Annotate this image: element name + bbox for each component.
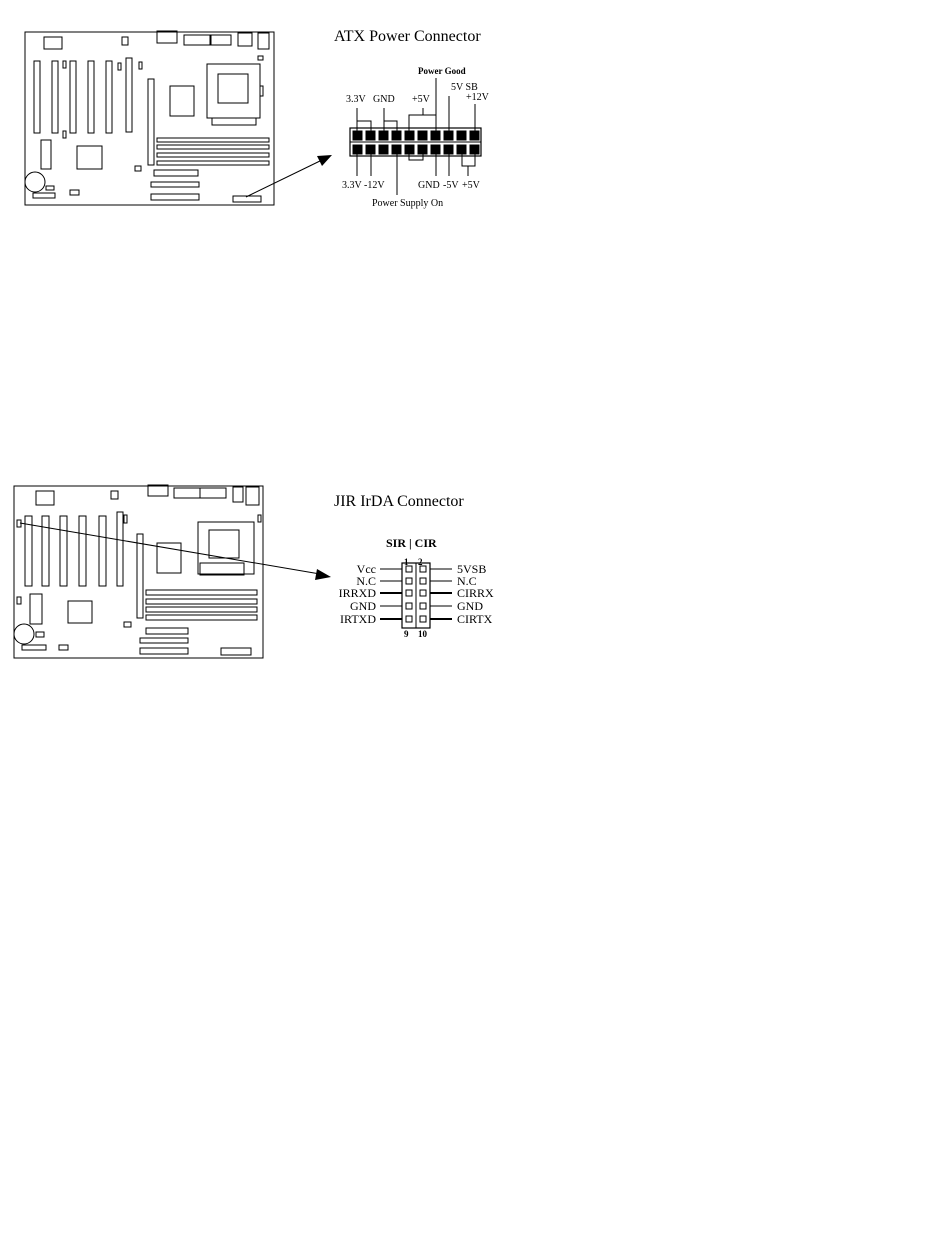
- jir-right-pin-cirtx: CIRTX: [457, 612, 493, 626]
- atx-title: ATX Power Connector: [334, 28, 481, 45]
- jir-right-pin-5vsb: 5VSB: [457, 562, 487, 576]
- jir-header: SIR | CIR: [386, 536, 437, 550]
- jir-left-pin-gnd: GND: [350, 599, 376, 613]
- jir-connector: [380, 563, 452, 628]
- jir-left-pin-vcc: Vcc: [356, 562, 376, 576]
- atx-top-label-gnd: GND: [373, 94, 395, 105]
- atx-top-label-5v: +5V: [412, 94, 430, 105]
- jir-left-pin-irrxd: IRRXD: [338, 586, 376, 600]
- atx-power-supply-on: Power Supply On: [372, 198, 444, 209]
- jir-right-pin-gnd: GND: [457, 599, 483, 613]
- motherboard-top: [25, 31, 274, 205]
- atx-bottom-label-gnd: GND: [418, 180, 440, 191]
- jir-left-pin-irtxd: IRTXD: [340, 612, 376, 626]
- jir-pin-10: 10: [418, 629, 427, 639]
- atx-top-label-5vsb: 5V SB: [451, 82, 478, 93]
- atx-bottom-label-neg5v: -5V: [443, 180, 459, 191]
- motherboard-bottom: [14, 485, 263, 658]
- jir-pin-2: 2: [418, 557, 423, 567]
- jir-title: JIR IrDA Connector: [334, 493, 464, 510]
- jir-pin-1: 1: [404, 557, 409, 567]
- atx-top-label-3v3: 3.3V: [346, 94, 366, 105]
- atx-bottom-label-3v3: 3.3V: [342, 180, 362, 191]
- jir-right-pin-nc: N.C: [457, 574, 477, 588]
- atx-top-label-12v: +12V: [466, 92, 489, 103]
- atx-bottom-label-neg12v: -12V: [364, 180, 385, 191]
- jir-left-pin-nc: N.C: [356, 574, 376, 588]
- jir-right-pin-cirrx: CIRRX: [457, 586, 494, 600]
- jir-pin-9: 9: [404, 629, 409, 639]
- atx-top-label-power-good: Power Good: [418, 66, 466, 76]
- atx-bottom-label-5v: +5V: [462, 180, 480, 191]
